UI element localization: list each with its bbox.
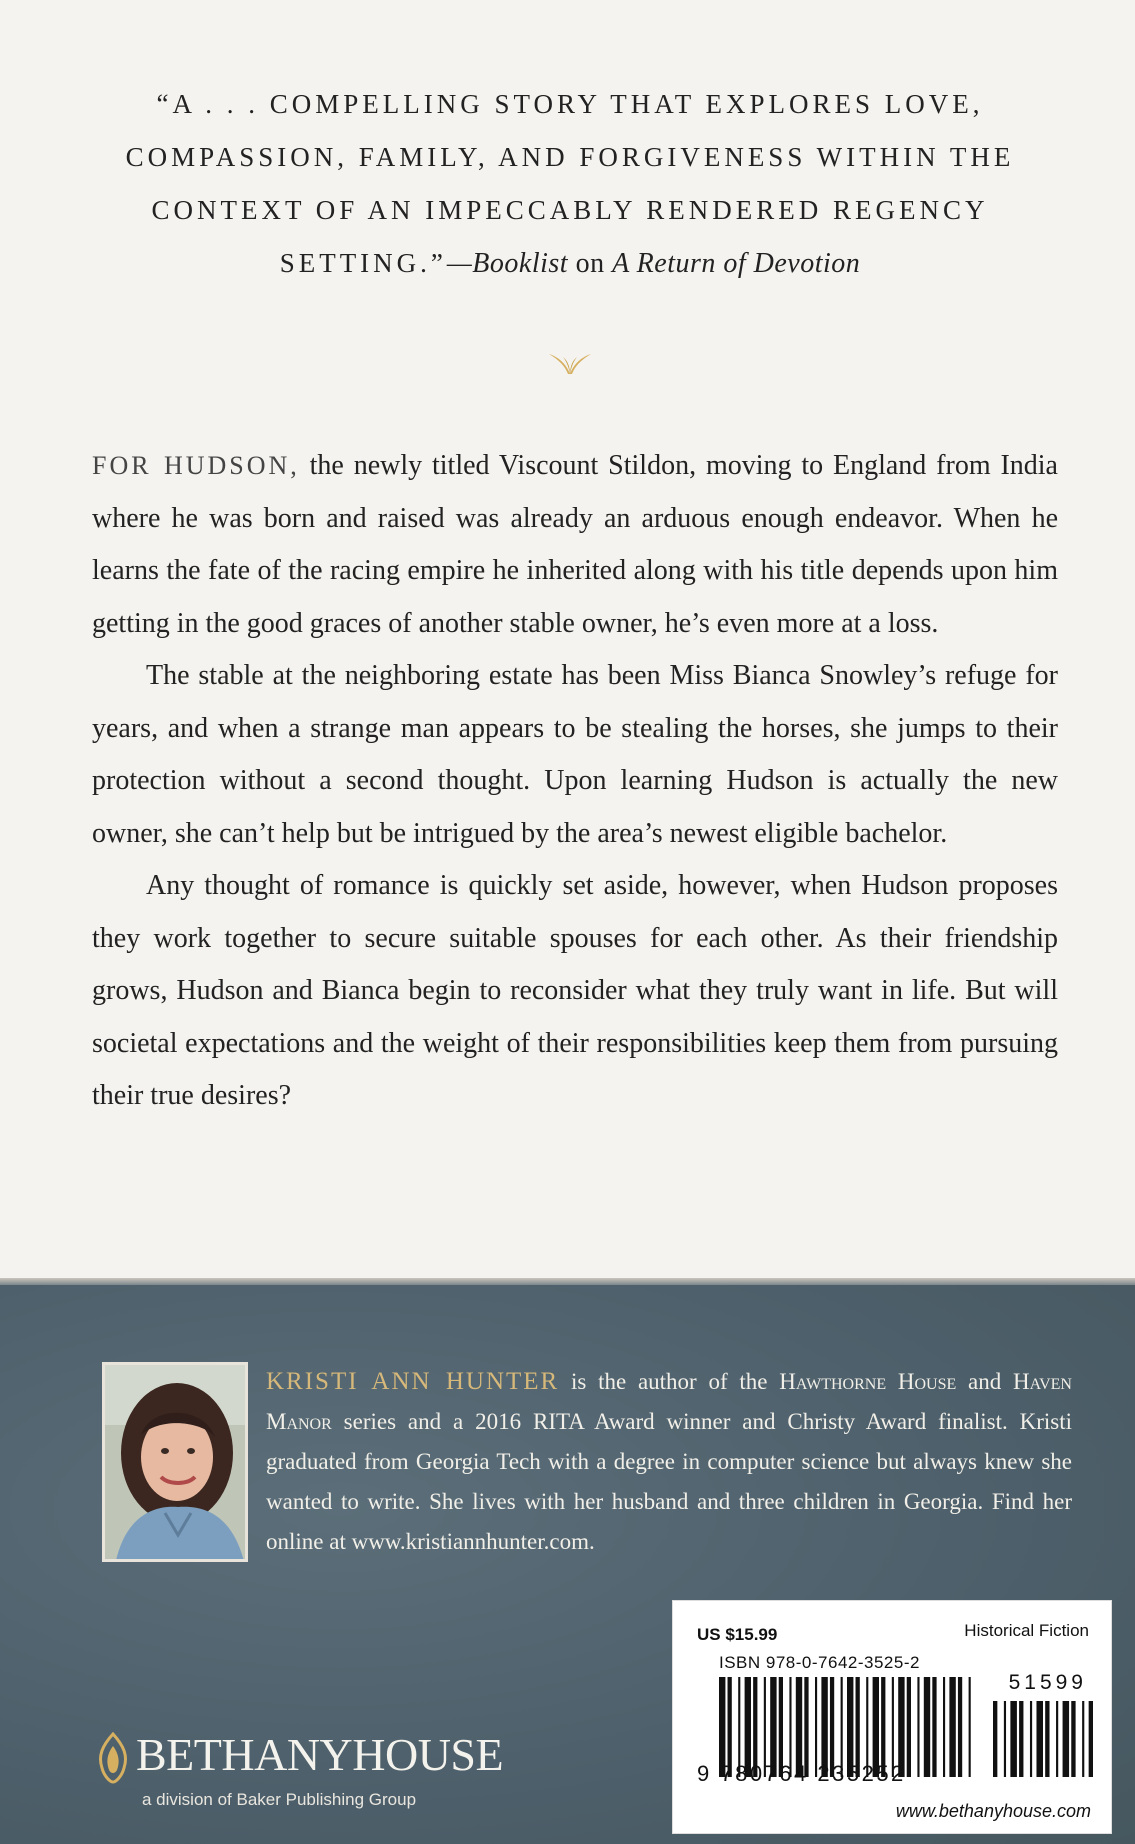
barcode-bar (1056, 1701, 1058, 1777)
author-bio (266, 1362, 1072, 1562)
barcode-bar (1019, 1701, 1023, 1777)
bio-text-1: is the author of the (559, 1369, 780, 1394)
barcode-bar (969, 1677, 971, 1777)
barcode-addon-icon (993, 1701, 1093, 1777)
barcode-bar (1089, 1701, 1093, 1777)
barcode-bar (1071, 1701, 1075, 1777)
author-portrait-icon (105, 1365, 248, 1562)
series-haven: Haven Manor (266, 1369, 1072, 1434)
barcode-bar (1082, 1701, 1084, 1777)
quote-source: —Booklist (446, 248, 569, 279)
publisher-website: www.bethanyhouse.com (895, 1801, 1091, 1821)
barcode-bar (1030, 1701, 1032, 1777)
ornament-icon (545, 348, 595, 378)
bio-text-3: series and a 2016 RITA Award winner and Christy Award finalist. Kristi graduated from Georgia Tech with a degree in computer science but always knew she wanted to write. She lives with her husband and three children in Georgia. Find her online at www.kristiannhunter.com. (266, 1409, 1072, 1554)
barcode-bar (1063, 1701, 1070, 1777)
barcode-bar (907, 1677, 911, 1777)
description-paragraph-2: The stable at the neighboring estate has been Miss Bianca Snowley’s refuge for years, and when a strange man appears to be stealing the horses, she jumps to their protection without a second thought. Upon learning Hudson is actually the new owner, she can’t help but be intrigued by the area’s newest eligible bachelor. (92, 660, 1058, 849)
barcode-bar (993, 1701, 997, 1777)
publisher-name: BETHANYHOUSE (136, 1729, 504, 1780)
barcode-bar (958, 1677, 962, 1777)
author-photo (102, 1362, 248, 1562)
description-paragraph-3: Any thought of romance is quickly set aside, however, when Hudson proposes they work together to secure suitable spouses for each other. As their friendship grows, Hudson and Bianca begin to reconsider what they truly want in life. But will societal expectations and the weight of their responsibilities keep them from pursuing their true desires? (92, 870, 1058, 1111)
isbn: ISBN 978-0-7642-3525-2 (719, 1653, 920, 1672)
barcode-bar (1004, 1701, 1006, 1777)
series-hawthorne: Hawthorne House (779, 1369, 957, 1394)
bio-text-2: and (956, 1369, 1013, 1394)
barcode-bar (1010, 1701, 1017, 1777)
barcode-digits: 9 780764 235252 (697, 1761, 906, 1786)
barcode-bar (1045, 1701, 1049, 1777)
description-p1-text: the newly titled Viscount Stildon, moving to England from India where he was born and raised was already an arduous enough endeavor. When he learns the fate of the racing empire he inherited along with his title depends upon him getting in the good graces of another stable owner, he’s even more at a loss. (92, 450, 1058, 639)
quote-on: on (568, 248, 613, 279)
barcode-bar (924, 1677, 930, 1777)
barcode-bar (1036, 1701, 1043, 1777)
genre-category: Historical Fiction (964, 1621, 1089, 1640)
review-quote (90, 78, 1050, 290)
description-paragraph-1 (92, 440, 1058, 650)
flame-logo-icon (96, 1732, 130, 1784)
barcode-bar (949, 1677, 955, 1777)
barcode-label (672, 1600, 1112, 1834)
barcode-addon-digits: 51599 (1008, 1671, 1087, 1694)
barcode-bar (943, 1677, 945, 1777)
publisher-division: a division of Baker Publishing Group (142, 1790, 417, 1809)
barcode-bar (932, 1677, 936, 1777)
book-description (92, 440, 1058, 1123)
description-lead: FOR HUDSON, (92, 451, 300, 480)
author-name: KRISTI ANN HUNTER (266, 1368, 560, 1395)
price: US $15.99 (697, 1625, 778, 1644)
quote-book-title: A Return of Devotion (612, 248, 861, 279)
barcode-bar (917, 1677, 919, 1777)
quote-text: “A . . . COMPELLING STORY THAT EXPLORES LOVE, COMPASSION, FAMILY, AND FORGIVENESS WITHIN THE CONTEXT OF AN IMPECCABLY RENDERED REGENCY SETTING.” (125, 89, 1015, 278)
